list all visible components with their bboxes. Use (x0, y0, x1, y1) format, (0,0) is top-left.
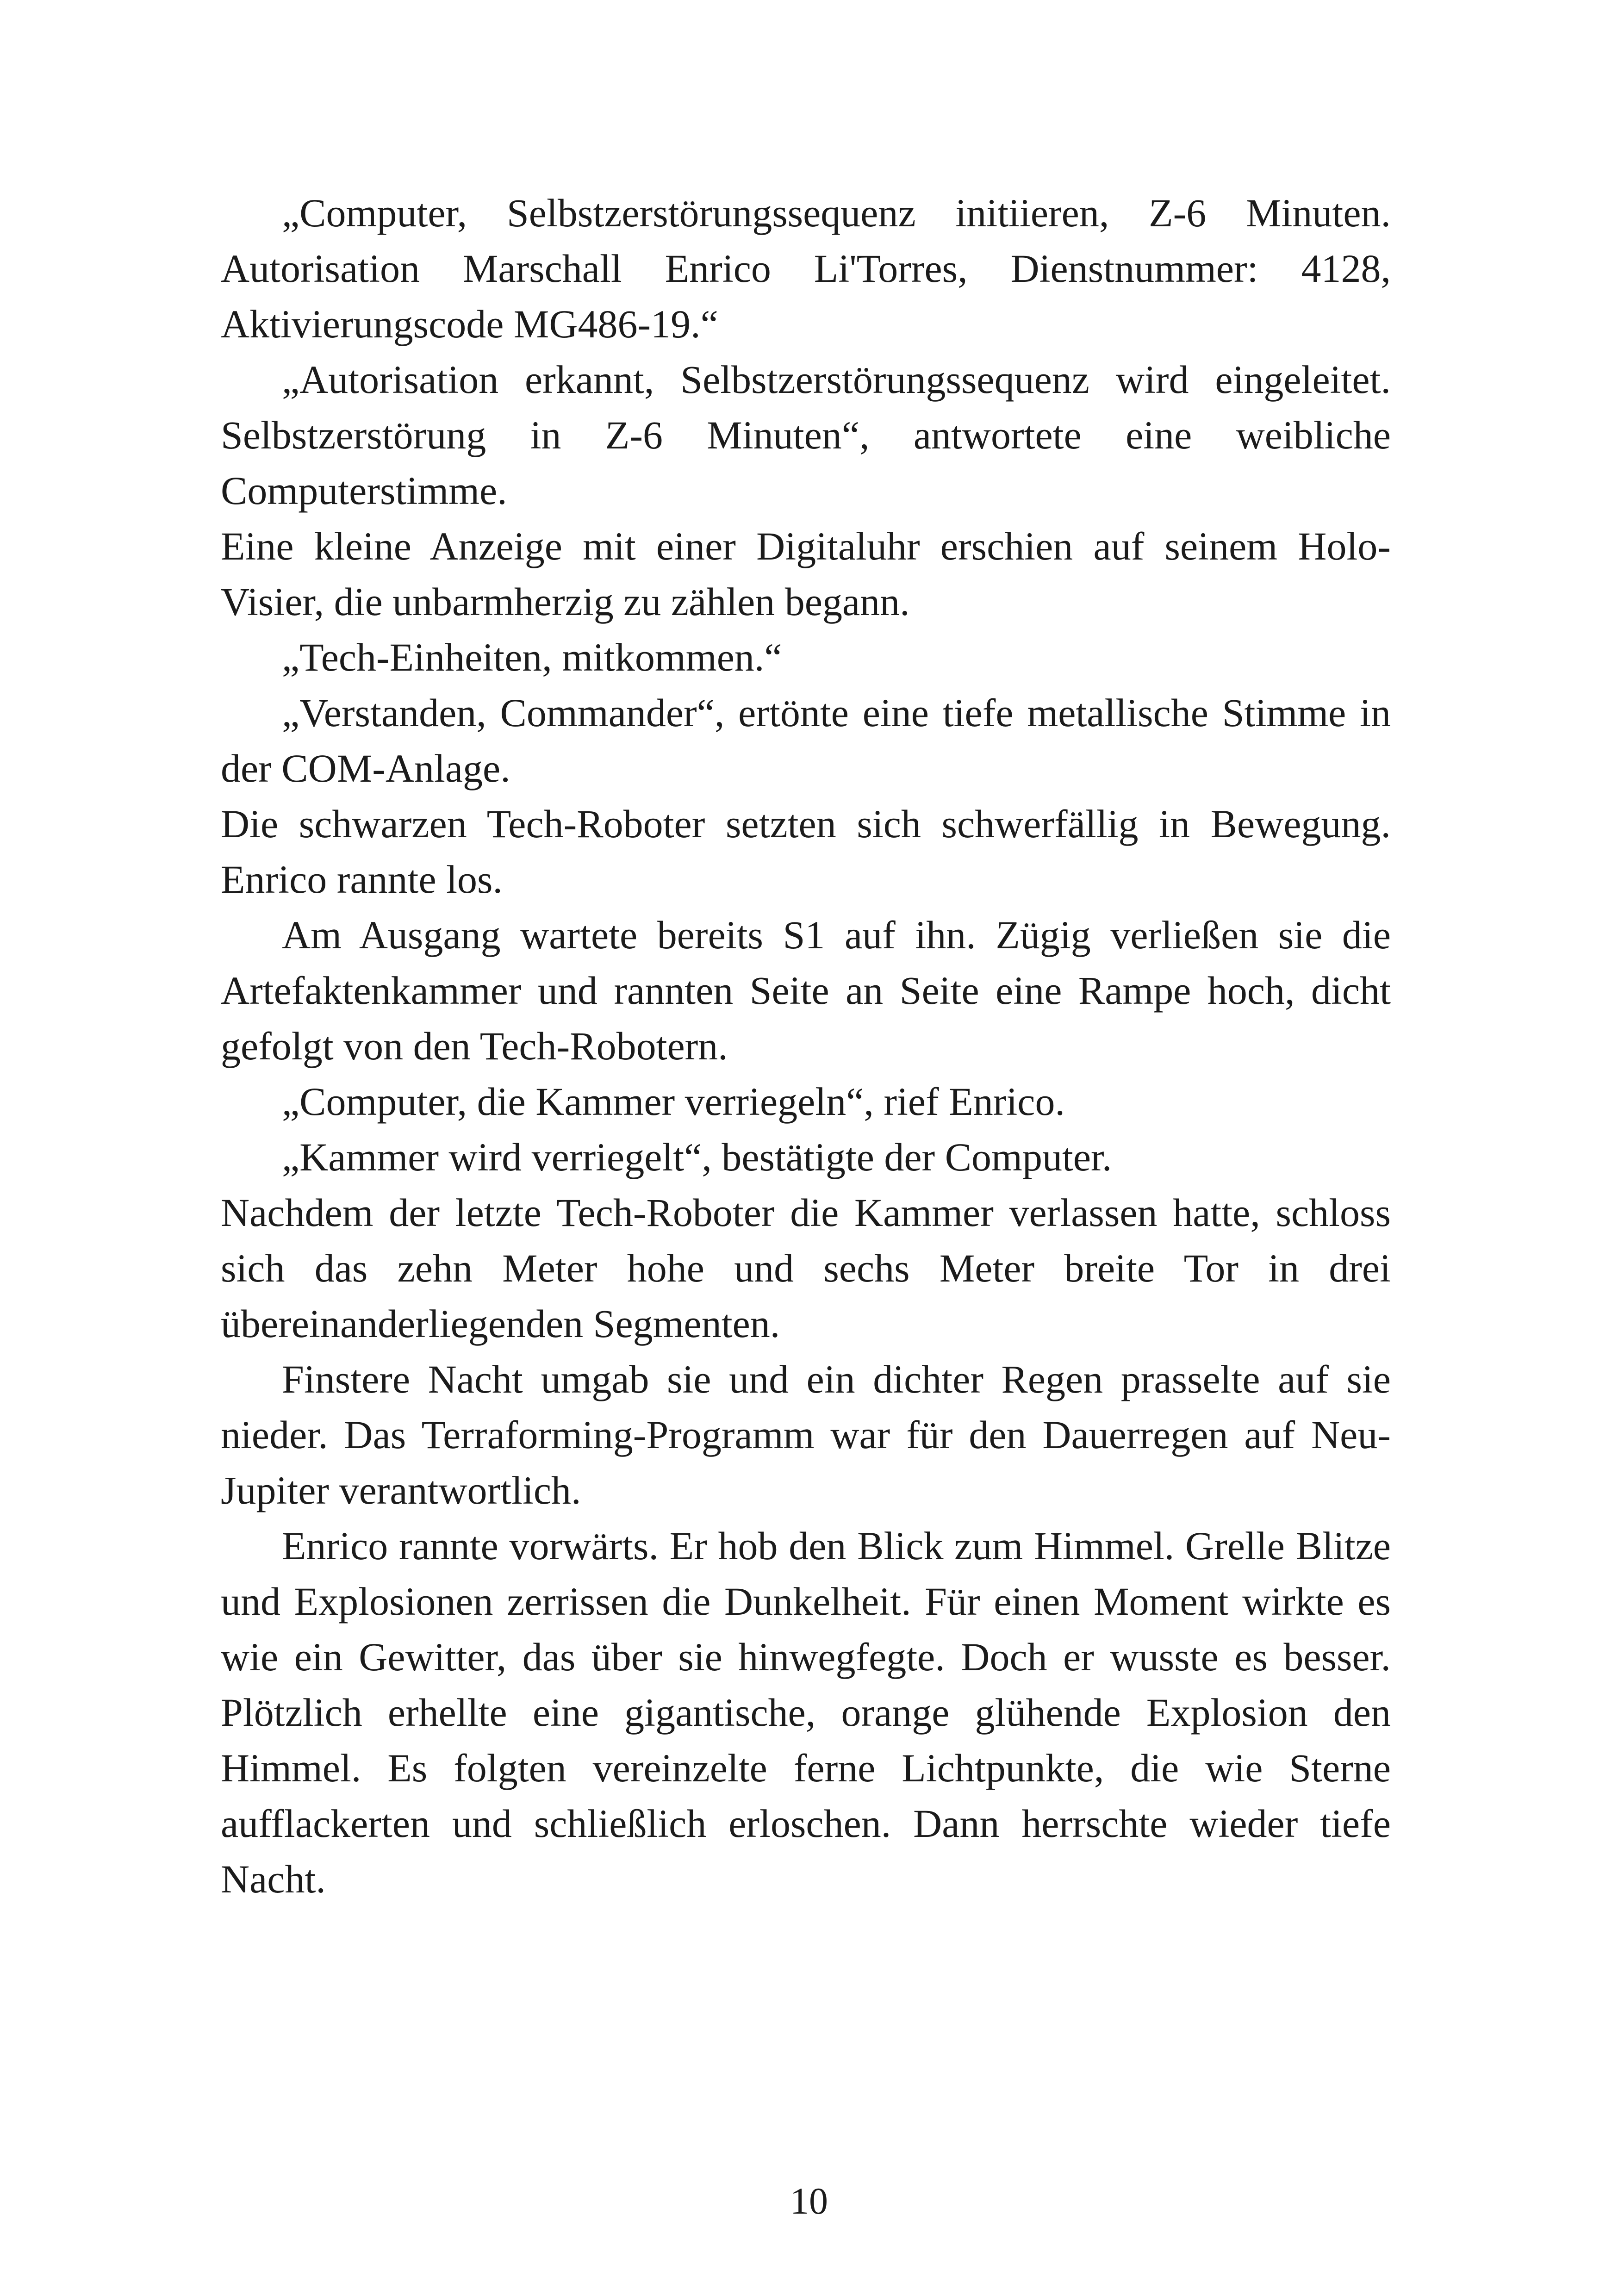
paragraph: „Computer, die Kammer verriegeln“, rief Enrico. (282, 1079, 1065, 1124)
paragraph: „Computer, Selbstzerstörungssequenz initiieren, Z-6 Minuten. Autorisation Marschall Enrico Li'Torres, Dienstnummer: 4128, Aktivierungscode MG486-19.“ (221, 191, 1391, 346)
paragraph: Enrico rannte vorwärts. Er hob den Blick zum Himmel. Grelle Blitze und Explosionen zerrissen die Dunkelheit. Für einen Moment wirkte es wie ein Gewitter, das über sie hinwegfegte. Doch er wusste es besser. Plötzlich erhellte eine gigantische, orange glühende Explosion den Himmel. Es folgten vereinzelte ferne Lichtpunkte, die wie Sterne aufflackerten und schließlich erloschen. Dann herrschte wieder tiefe Nacht. (221, 1524, 1391, 1901)
page-number: 10 (790, 2180, 828, 2222)
paragraph: Am Ausgang wartete bereits S1 auf ihn. Zügig verließen sie die Artefaktenkammer und rannten Seite an Seite eine Rampe hoch, dicht gefolgt von den Tech-Robotern. (221, 913, 1391, 1068)
page-text (221, 185, 1391, 1907)
paragraph: Nachdem der letzte Tech-Roboter die Kammer verlassen hatte, schloss sich das zehn Meter hohe und sechs Meter breite Tor in drei übereinanderliegenden Segmenten. (221, 1190, 1391, 1346)
paragraph: „Verstanden, Commander“, ertönte eine tiefe metallische Stimme in der COM-Anlage. (221, 691, 1391, 790)
paragraph: „Kammer wird verriegelt“, bestätigte der Computer. (282, 1135, 1112, 1179)
paragraph: „Tech-Einheiten, mitkommen.“ (282, 635, 782, 679)
paragraph: „Autorisation erkannt, Selbstzerstörungssequenz wird eingeleitet. Selbstzerstörung in Z-6 Minuten“, antwortete eine weibliche Computerstimme. (221, 357, 1391, 513)
paragraph: Finstere Nacht umgab sie und ein dichter Regen prasselte auf sie nieder. Das Terraforming-Programm war für den Dauerregen auf Neu-Jupiter verantwortlich. (221, 1357, 1391, 1512)
paragraph: Eine kleine Anzeige mit einer Digitaluhr erschien auf seinem Holo-Visier, die unbarmherzig zu zählen begann. (221, 524, 1391, 624)
paragraph: Die schwarzen Tech-Roboter setzten sich schwerfällig in Bewegung. Enrico rannte los. (221, 802, 1391, 902)
